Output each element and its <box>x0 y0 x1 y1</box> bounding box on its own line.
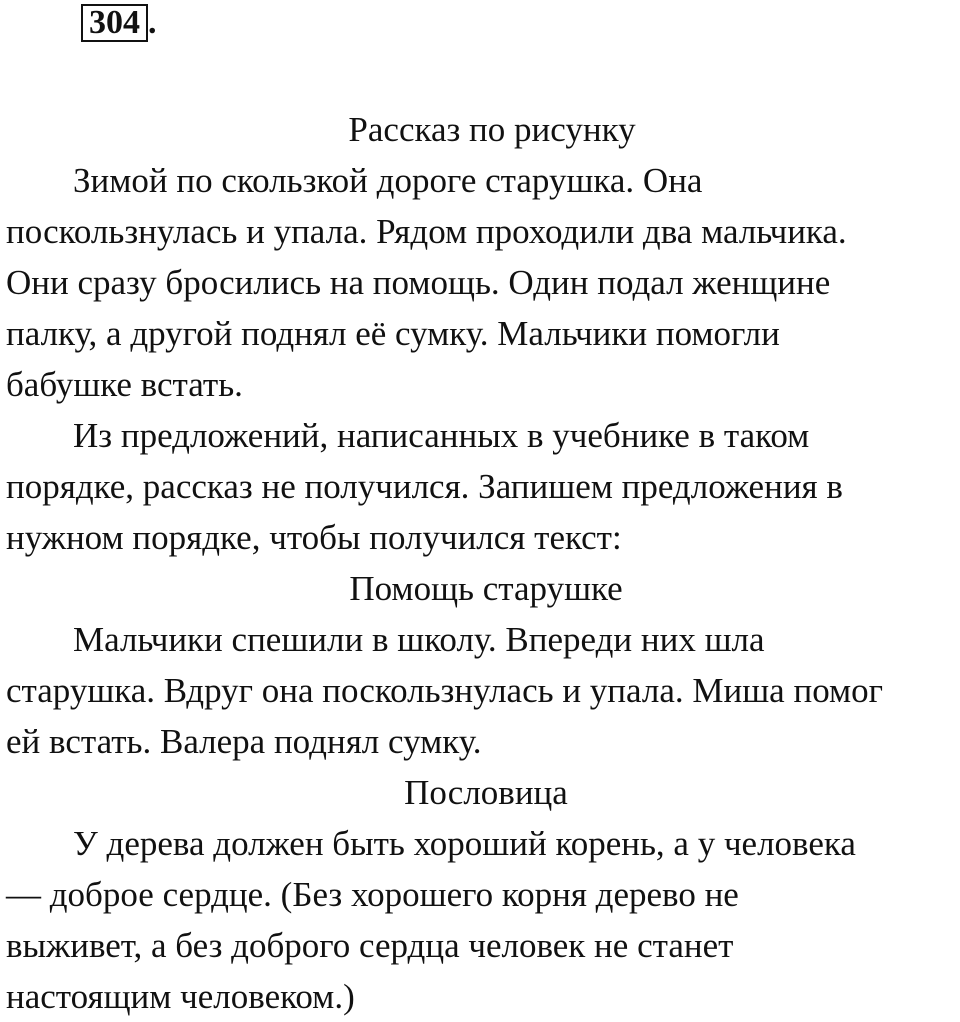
section-title-proverb: Пословица <box>404 773 568 812</box>
exercise-number-box: 304 <box>81 4 148 42</box>
text-line: Зимой по скользкой дороге старушка. Она <box>73 161 703 200</box>
text-line: выживет, а без доброго сердца человек не станет <box>6 926 734 965</box>
text-line: Они сразу бросились на помощь. Один подал женщине <box>6 263 831 302</box>
text-line: настоящим человеком.) <box>6 977 355 1016</box>
text-line: Из предложений, написанных в учебнике в таком <box>73 416 810 455</box>
paragraph-help <box>6 614 960 767</box>
document-body <box>6 104 960 1022</box>
section-title-story: Рассказ по рисунку <box>348 110 636 149</box>
text-line: палку, а другой поднял её сумку. Мальчики помогли <box>6 314 780 353</box>
text-line: поскользнулась и упала. Рядом проходили два мальчика. <box>6 212 847 251</box>
text-line: порядке, рассказ не получился. Запишем предложения в <box>6 467 843 506</box>
text-line: нужном порядке, чтобы получился текст: <box>6 518 622 557</box>
exercise-number <box>81 4 157 42</box>
exercise-number-dot: . <box>148 4 157 41</box>
text-line: бабушке встать. <box>6 365 243 404</box>
paragraph-story <box>6 155 960 410</box>
paragraph-explanation <box>6 410 960 563</box>
text-line: старушка. Вдруг она поскользнулась и упала. Миша помог <box>6 671 884 710</box>
text-line: ей встать. Валера поднял сумку. <box>6 722 482 761</box>
section-title-help: Помощь старушке <box>349 569 623 608</box>
text-line: — доброе сердце. (Без хорошего корня дерево не <box>6 875 739 914</box>
paragraph-proverb <box>6 818 960 1022</box>
text-line: У дерева должен быть хороший корень, а у человека <box>73 824 856 863</box>
text-line: Мальчики спешили в школу. Впереди них шла <box>73 620 765 659</box>
